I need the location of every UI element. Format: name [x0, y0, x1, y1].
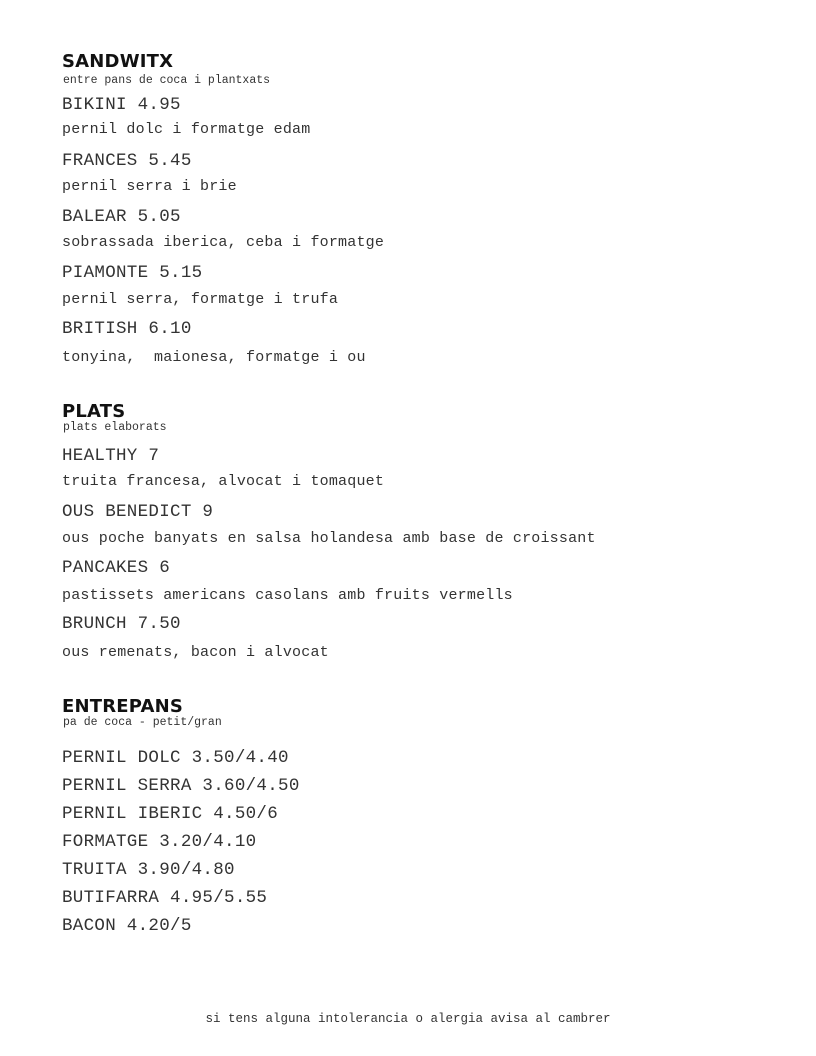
menu-item-name: TRUITA 3.90/4.80 — [62, 860, 235, 880]
menu-item-name: BRITISH 6.10 — [62, 319, 192, 339]
menu-item-name: BIKINI 4.95 — [62, 95, 181, 115]
section-title: PLATS — [62, 401, 126, 422]
menu-item-name: PERNIL SERRA 3.60/4.50 — [62, 776, 300, 796]
menu-item-name: BUTIFARRA 4.95/5.55 — [62, 888, 268, 908]
menu-item-name: OUS BENEDICT 9 — [62, 502, 214, 522]
menu-item-description: ous poche banyats en salsa holandesa amb base de croissant — [62, 530, 596, 547]
section-title: SANDWITX — [62, 51, 174, 72]
section-subtitle: pa de coca - petit/gran — [63, 716, 222, 729]
menu-item-name: HEALTHY 7 — [62, 446, 160, 466]
menu-item-description: truita francesa, alvocat i tomaquet — [62, 473, 385, 490]
menu-item-description: pernil serra i brie — [62, 178, 237, 195]
menu-item-description: sobrassada iberica, ceba i formatge — [62, 234, 385, 251]
menu-item-description: pernil dolc i formatge edam — [62, 121, 311, 138]
section-subtitle: plats elaborats — [63, 421, 167, 434]
menu-item-description: tonyina, maionesa, formatge i ou — [62, 349, 366, 366]
menu-item-name: BACON 4.20/5 — [62, 916, 192, 936]
section-title: ENTREPANS — [62, 696, 184, 717]
menu-item-name: BRUNCH 7.50 — [62, 614, 181, 634]
section-subtitle: entre pans de coca i plantxats — [63, 74, 271, 87]
menu-item-name: FORMATGE 3.20/4.10 — [62, 832, 257, 852]
allergy-note: si tens alguna intolerancia o alergia avisa al cambrer — [205, 1012, 611, 1026]
menu-item-name: PANCAKES 6 — [62, 558, 171, 578]
menu-item-name: PIAMONTE 5.15 — [62, 263, 203, 283]
menu-item-description: pernil serra, formatge i trufa — [62, 291, 339, 308]
menu-item-description: pastissets americans casolans amb fruits vermells — [62, 587, 513, 604]
menu-item-name: PERNIL DOLC 3.50/4.40 — [62, 748, 289, 768]
menu-item-name: BALEAR 5.05 — [62, 207, 181, 227]
menu-item-description: ous remenats, bacon i alvocat — [62, 644, 329, 661]
menu-item-name: PERNIL IBERIC 4.50/6 — [62, 804, 279, 824]
menu-item-name: FRANCES 5.45 — [62, 151, 192, 171]
